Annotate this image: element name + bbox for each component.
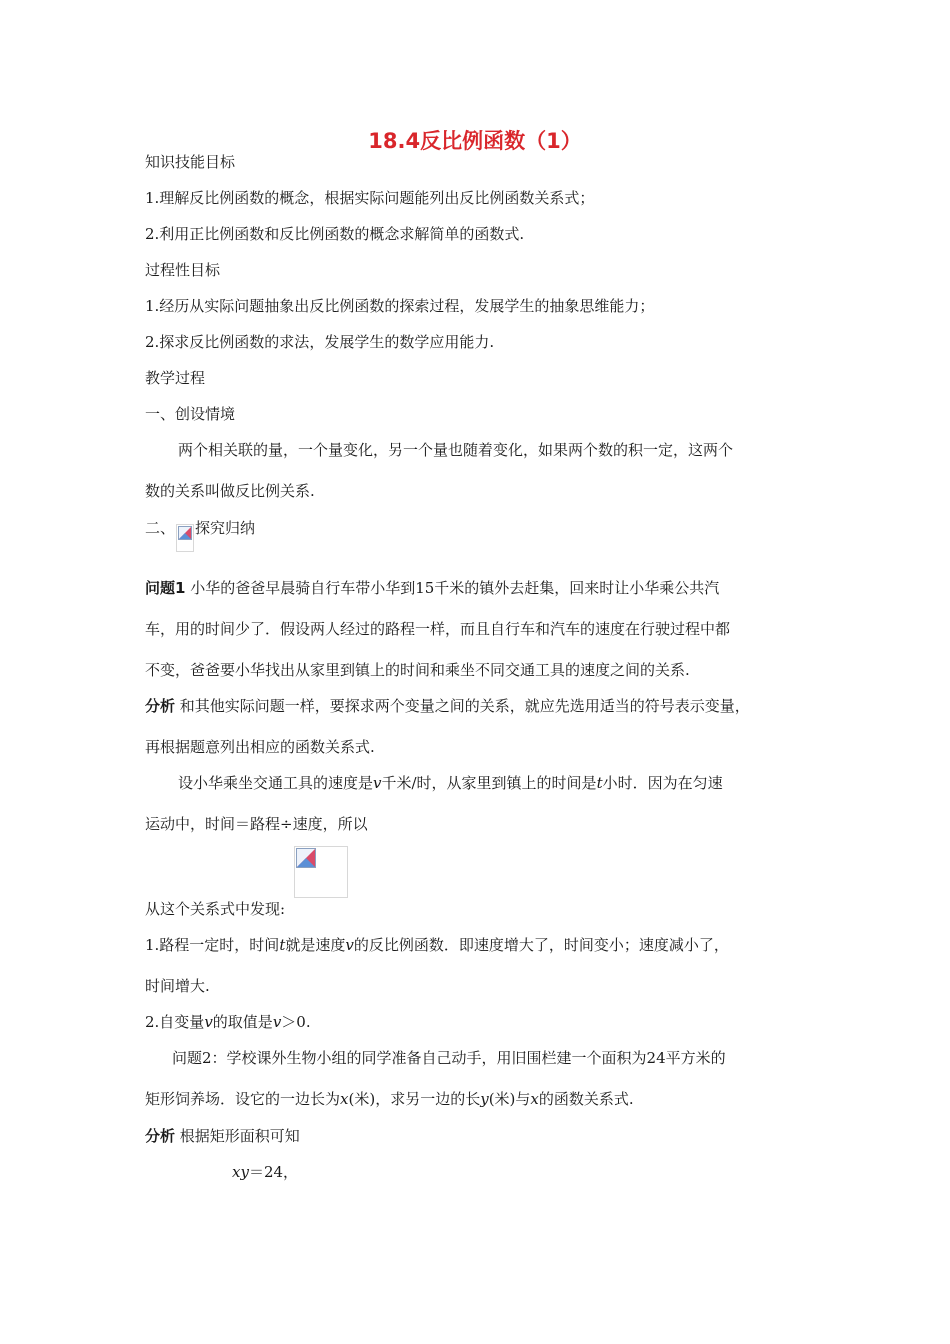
heading-knowledge-goals: 知识技能目标 [145,153,236,171]
analysis-1-text: 和其他实际问题一样，要探求两个变量之间的关系，就应先选用适当的符号表示变量， [179,697,750,715]
discover-1-line-1 [145,935,729,955]
p2-text-4: 的函数关系式. [538,1090,634,1108]
formula-image-placeholder [294,846,348,898]
problem-2-line-2 [145,1089,634,1109]
eq-xy: xy [232,1163,249,1181]
setup-line-2: 运动中，时间＝路程÷速度，所以 [145,815,368,833]
var-y: y [480,1090,489,1108]
problem-1-line-3: 不变，爸爸要小华找出从家里到镇上的时间和乘坐不同交通工具的速度之间的关系. [145,661,690,679]
intro-paragraph-line-1: 两个相关联的量，一个量变化，另一个量也随着变化，如果两个数的积一定，这两个 [178,441,734,459]
problem-1-text: 小华的爸爸早晨骑自行车带小华到15千米的镇外去赶集，回来时让小华乘公共汽 [190,579,720,597]
problem-1-line-1 [145,578,719,598]
setup-text-a: 设小华乘坐交通工具的速度是 [178,774,374,792]
var-x: x [340,1090,349,1108]
heading-part-2 [145,518,255,538]
d2-text-b: 的取值是 [212,1013,273,1031]
discover-1-line-2: 时间增大. [145,977,210,995]
analysis-2-text: 根据矩形面积可知 [179,1127,300,1145]
d2-text-c: ＞0. [281,1013,311,1031]
setup-text-c: 小时．因为在匀速 [602,774,723,792]
knowledge-goal-1: 1.理解反比例函数的概念，根据实际问题能列出反比例函数关系式； [145,189,595,207]
setup-text-b: 千米/时，从家里到镇上的时间是 [381,774,597,792]
process-goal-1: 1.经历从实际问题抽象出反比例函数的探索过程，发展学生的抽象思维能力； [145,297,655,315]
discover-2 [145,1012,311,1032]
process-goal-2: 2.探求反比例函数的求法，发展学生的数学应用能力. [145,333,495,351]
p2-text-3: (米)与 [488,1090,531,1108]
analysis-1-line-1 [145,696,750,716]
analysis-2-label: 分析 [145,1127,176,1145]
var-x: x [530,1090,539,1108]
d2-text-a: 2.自变量 [145,1013,205,1031]
part-2-label: 探究归纳 [195,519,256,537]
p2-text-2: (米)，求另一边的长 [348,1090,481,1108]
problem-1-label: 问题1 [145,579,186,597]
discover-intro: 从这个关系式中发现: [145,900,286,918]
var-v: v [345,936,354,954]
d1-text-a: 1.路程一定时，时间 [145,936,280,954]
problem-1-line-2: 车，用的时间少了．假设两人经过的路程一样，而且自行车和汽车的速度在行驶过程中都 [145,620,731,638]
analysis-1-line-2: 再根据题意列出相应的函数关系式. [145,738,375,756]
problem-2-line-1: 问题2：学校课外生物小组的同学准备自己动手，用旧围栏建一个面积为24平方米的 [172,1049,726,1067]
document-title: 18.4反比例函数（1） [368,129,582,153]
eq-rest: ＝24， [248,1163,299,1181]
p2-text-1: 矩形饲养场．设它的一边长为 [145,1090,341,1108]
var-v: v [272,1013,282,1031]
d1-text-b: 就是速度 [285,936,346,954]
var-v: v [204,1013,213,1031]
knowledge-goal-2: 2.利用正比例函数和反比例函数的概念求解简单的函数式. [145,225,525,243]
setup-line-1 [178,773,723,793]
part-2-prefix: 二、 [145,519,176,537]
heading-teaching-process: 教学过程 [145,369,206,387]
var-t: t [596,774,603,792]
broken-image-icon [176,524,194,552]
analysis-2 [145,1126,300,1146]
equation-xy-24 [232,1162,298,1182]
intro-paragraph-line-2: 数的关系叫做反比例关系. [145,482,315,500]
heading-part-1: 一、创设情境 [145,405,236,423]
d1-text-c: 的反比例函数．即速度增大了，时间变小；速度减小了， [353,936,729,954]
var-t: t [279,936,286,954]
heading-process-goals: 过程性目标 [145,261,221,279]
analysis-1-label: 分析 [145,697,176,715]
var-v: v [373,774,382,792]
